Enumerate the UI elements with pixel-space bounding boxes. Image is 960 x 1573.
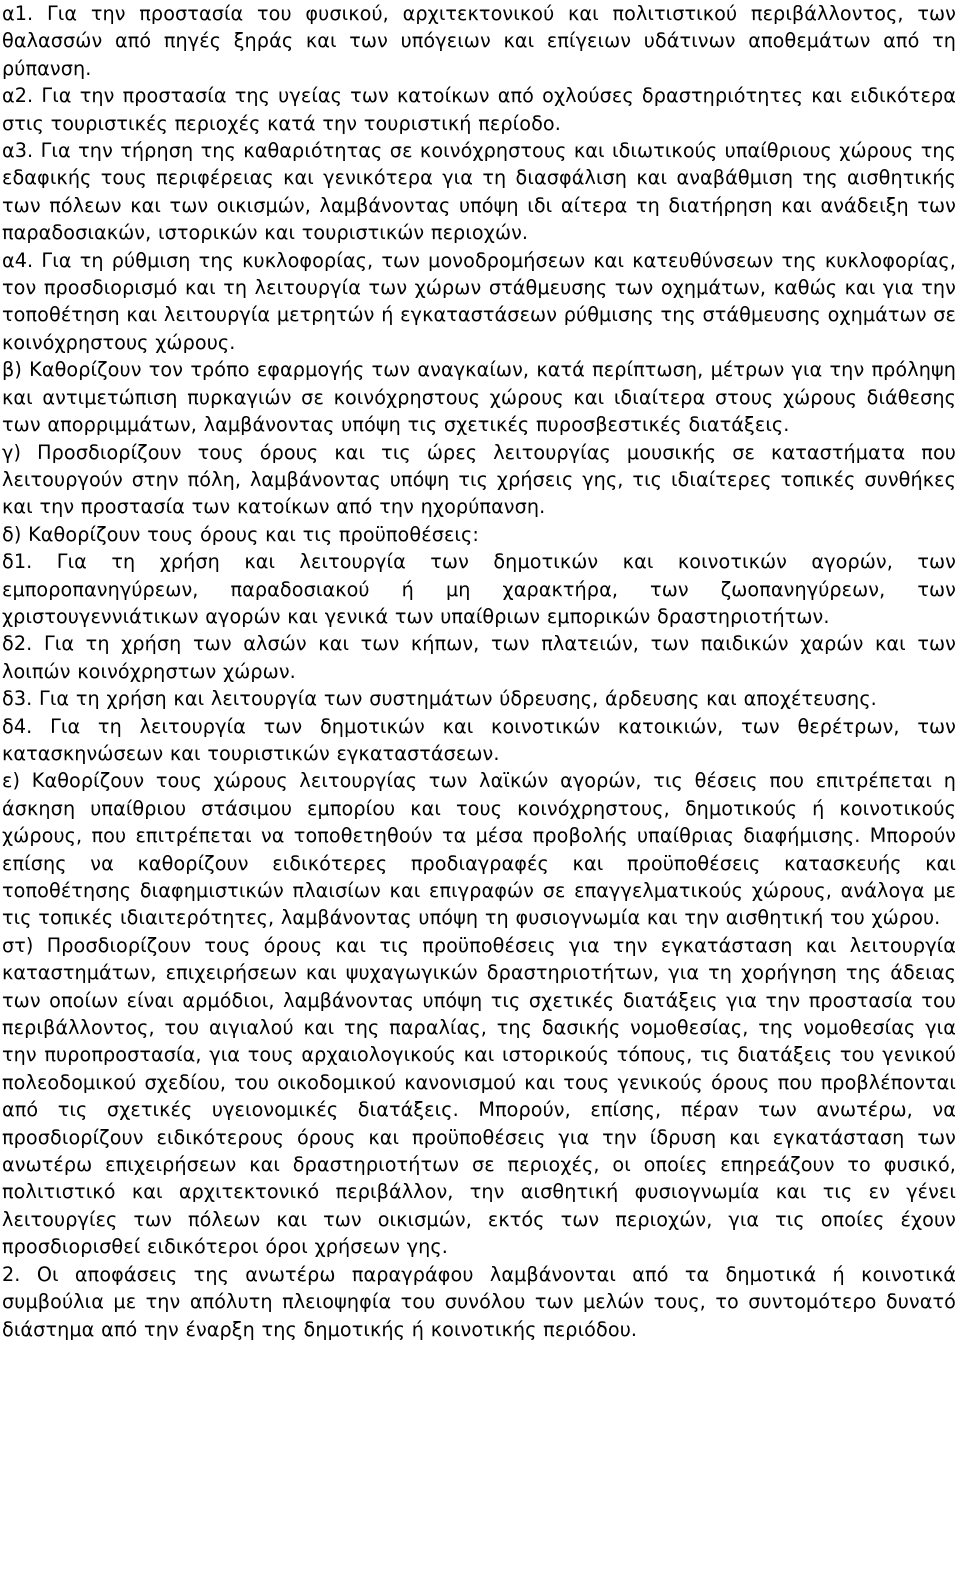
paragraph-d2: δ2. Για τη χρήση των αλσών και των κήπων, των πλατειών, των παιδικών χαρών και των λοιπών κοινόχρηστων χώρων.	[2, 632, 956, 683]
paragraph-st: στ) Προσδιορίζουν τους όρους και τις προϋποθέσεις για την εγκατάσταση και λειτουργία καταστημάτων, επιχειρήσεων και ψυχαγωγικών δραστηριοτήτων, για τη χορήγηση της άδειας των οποίων είναι αρμόδιοι, λαμβάνοντας υπόψη τις σχετικές διατάξεις για την προστασία του περιβάλλοντος, του αιγιαλού και της παραλίας, της δασικής νομοθεσίας, της νομοθεσίας για την πυροπροστασία, για τους αρχαιολογικούς και ιστορικούς τόπους, τις διατάξεις του γενικού πολεοδομικού σχεδίου, του οικοδομικού κανονισμού και τους γενικούς όρους που προβλέπονται από τις σχετικές υγειονομικές διατάξεις. Μπορούν, επίσης, πέραν των ανωτέρω, να προσδιορίζουν ειδικότερους όρους και προϋποθέσεις για την ίδρυση και εγκατάσταση των ανωτέρω επιχειρήσεων και δραστηριοτήτων σε περιοχές, οι οποίες επηρεάζουν το φυσικό, πολιτιστικό και αρχιτεκτονικό περιβάλλον, την αισθητική φυσιογνωμία και τις εν γένει λειτουργίες των πόλεων και των οικισμών, εκτός των περιοχών, για τις οποίες έχουν προσδιορισθεί ειδικότεροι όροι χρήσεων γης.	[2, 933, 956, 1259]
paragraph-d1: δ1. Για τη χρήση και λειτουργία των δημοτικών και κοινοτικών αγορών, των εμποροπανηγύρεων, παραδοσιακού ή μη χαρακτήρα, των ζωοπανηγύρεων, των χριστουγεννιάτικων αγορών και γενικά των υπαίθριων εμπορικών δραστηριοτήτων.	[2, 550, 956, 628]
paragraph-d: δ) Καθορίζουν τους όρους και τις προϋποθέσεις:	[2, 522, 479, 546]
paragraph-2: 2. Οι αποφάσεις της ανωτέρω παραγράφου λαμβάνονται από τα δημοτικά ή κοινοτικά συμβούλια με την απόλυτη πλειοψηφία του συνόλου των μελών τους, το συντομότερο δυνατό διάστημα από την έναρξη της δημοτικής ή κοινοτικής περιόδου.	[2, 1262, 956, 1341]
document-body	[2, 0, 956, 1343]
paragraph-b: β) Καθορίζουν τον τρόπο εφαρμογής των αναγκαίων, κατά περίπτωση, μέτρων για την πρόληψη και αντιμετώπιση πυρκαγιών σε κοινόχρηστους χώρους και ιδιαίτερα στους χώρους διάθεσης των απορριμμάτων, λαμβάνοντας υπόψη τις σχετικές πυροσβεστικές διατάξεις.	[2, 358, 956, 437]
paragraph-a1: α1. Για την προστασία του φυσικού, αρχιτεκτονικού και πολιτιστικού περιβάλλοντος, των θαλασσών από πηγές ξηράς και των υπόγειων και επίγειων υδάτινων αποθεμάτων από τη ρύπανση.	[2, 2, 956, 80]
paragraph-d4: δ4. Για τη λειτουργία των δημοτικών και κοινοτικών κατοικιών, των θερέτρων, των κατασκηνώσεων και τουριστικών εγκαταστάσεων.	[2, 714, 956, 765]
paragraph-a3: α3. Για την τήρηση της καθαριότητας σε κοινόχρηστους και ιδιωτικούς υπαίθριους χώρους της εδαφικής τους περιφέρειας και γενικότερα για τη διασφάλιση και αναβάθμιση της αισθητικής των πόλεων και των οικισμών, λαμβάνοντας υπόψη ιδι αίτερα τη διατήρηση και ανάδειξη των παραδοσιακών, ιστορικών και τουριστικών περιοχών.	[2, 139, 956, 245]
paragraph-e: ε) Καθορίζουν τους χώρους λειτουργίας των λαϊκών αγορών, τις θέσεις που επιτρέπεται η άσκηση υπαίθριου στάσιμου εμπορίου και τους κοινόχρηστους, δημοτικούς ή κοινοτικούς χώρους, που επιτρέπεται να τοποθετηθούν τα μέσα προβολής υπαίθριας διαφήμισης. Μπορούν επίσης να καθορίζουν ειδικότερες προδιαγραφές και προϋποθέσεις κατασκευής και τοποθέτησης διαφημιστικών πλαισίων και επιγραφών σε επαγγελματικούς χώρους, ανάλογα με τις τοπικές ιδιαιτερότητες, λαμβάνοντας υπόψη τη φυσιογνωμία και την αισθητική του χώρου.	[2, 769, 956, 930]
paragraph-g: γ) Προσδιορίζουν τους όρους και τις ώρες λειτουργίας μουσικής σε καταστήματα που λειτουργούν στην πόλη, λαμβάνοντας υπόψη τις χρήσεις γης, τις ιδιαίτερες τοπικές συνθήκες και την προστασία των κατοίκων από την ηχορύπανση.	[2, 440, 956, 519]
paragraph-d3: δ3. Για τη χρήση και λειτουργία των συστημάτων ύδρευσης, άρδευσης και αποχέτευσης.	[2, 687, 877, 711]
paragraph-a4: α4. Για τη ρύθμιση της κυκλοφορίας, των μονοδρομήσεων και κατευθύνσεων της κυκλοφορίας, τον προσδιορισμό και τη λειτουργία των χώρων στάθμευσης των οχημάτων, καθώς και για την τοποθέτηση και λειτουργία μετρητών ή εγκαταστάσεων ρύθμισης της στάθμευσης οχημάτων σε κοινόχρηστους χώρους.	[2, 248, 956, 354]
paragraph-a2: α2. Για την προστασία της υγείας των κατοίκων από οχλούσες δραστηριότητες και ειδικότερα στις τουριστικές περιοχές κατά την τουριστική περίοδο.	[2, 84, 956, 135]
